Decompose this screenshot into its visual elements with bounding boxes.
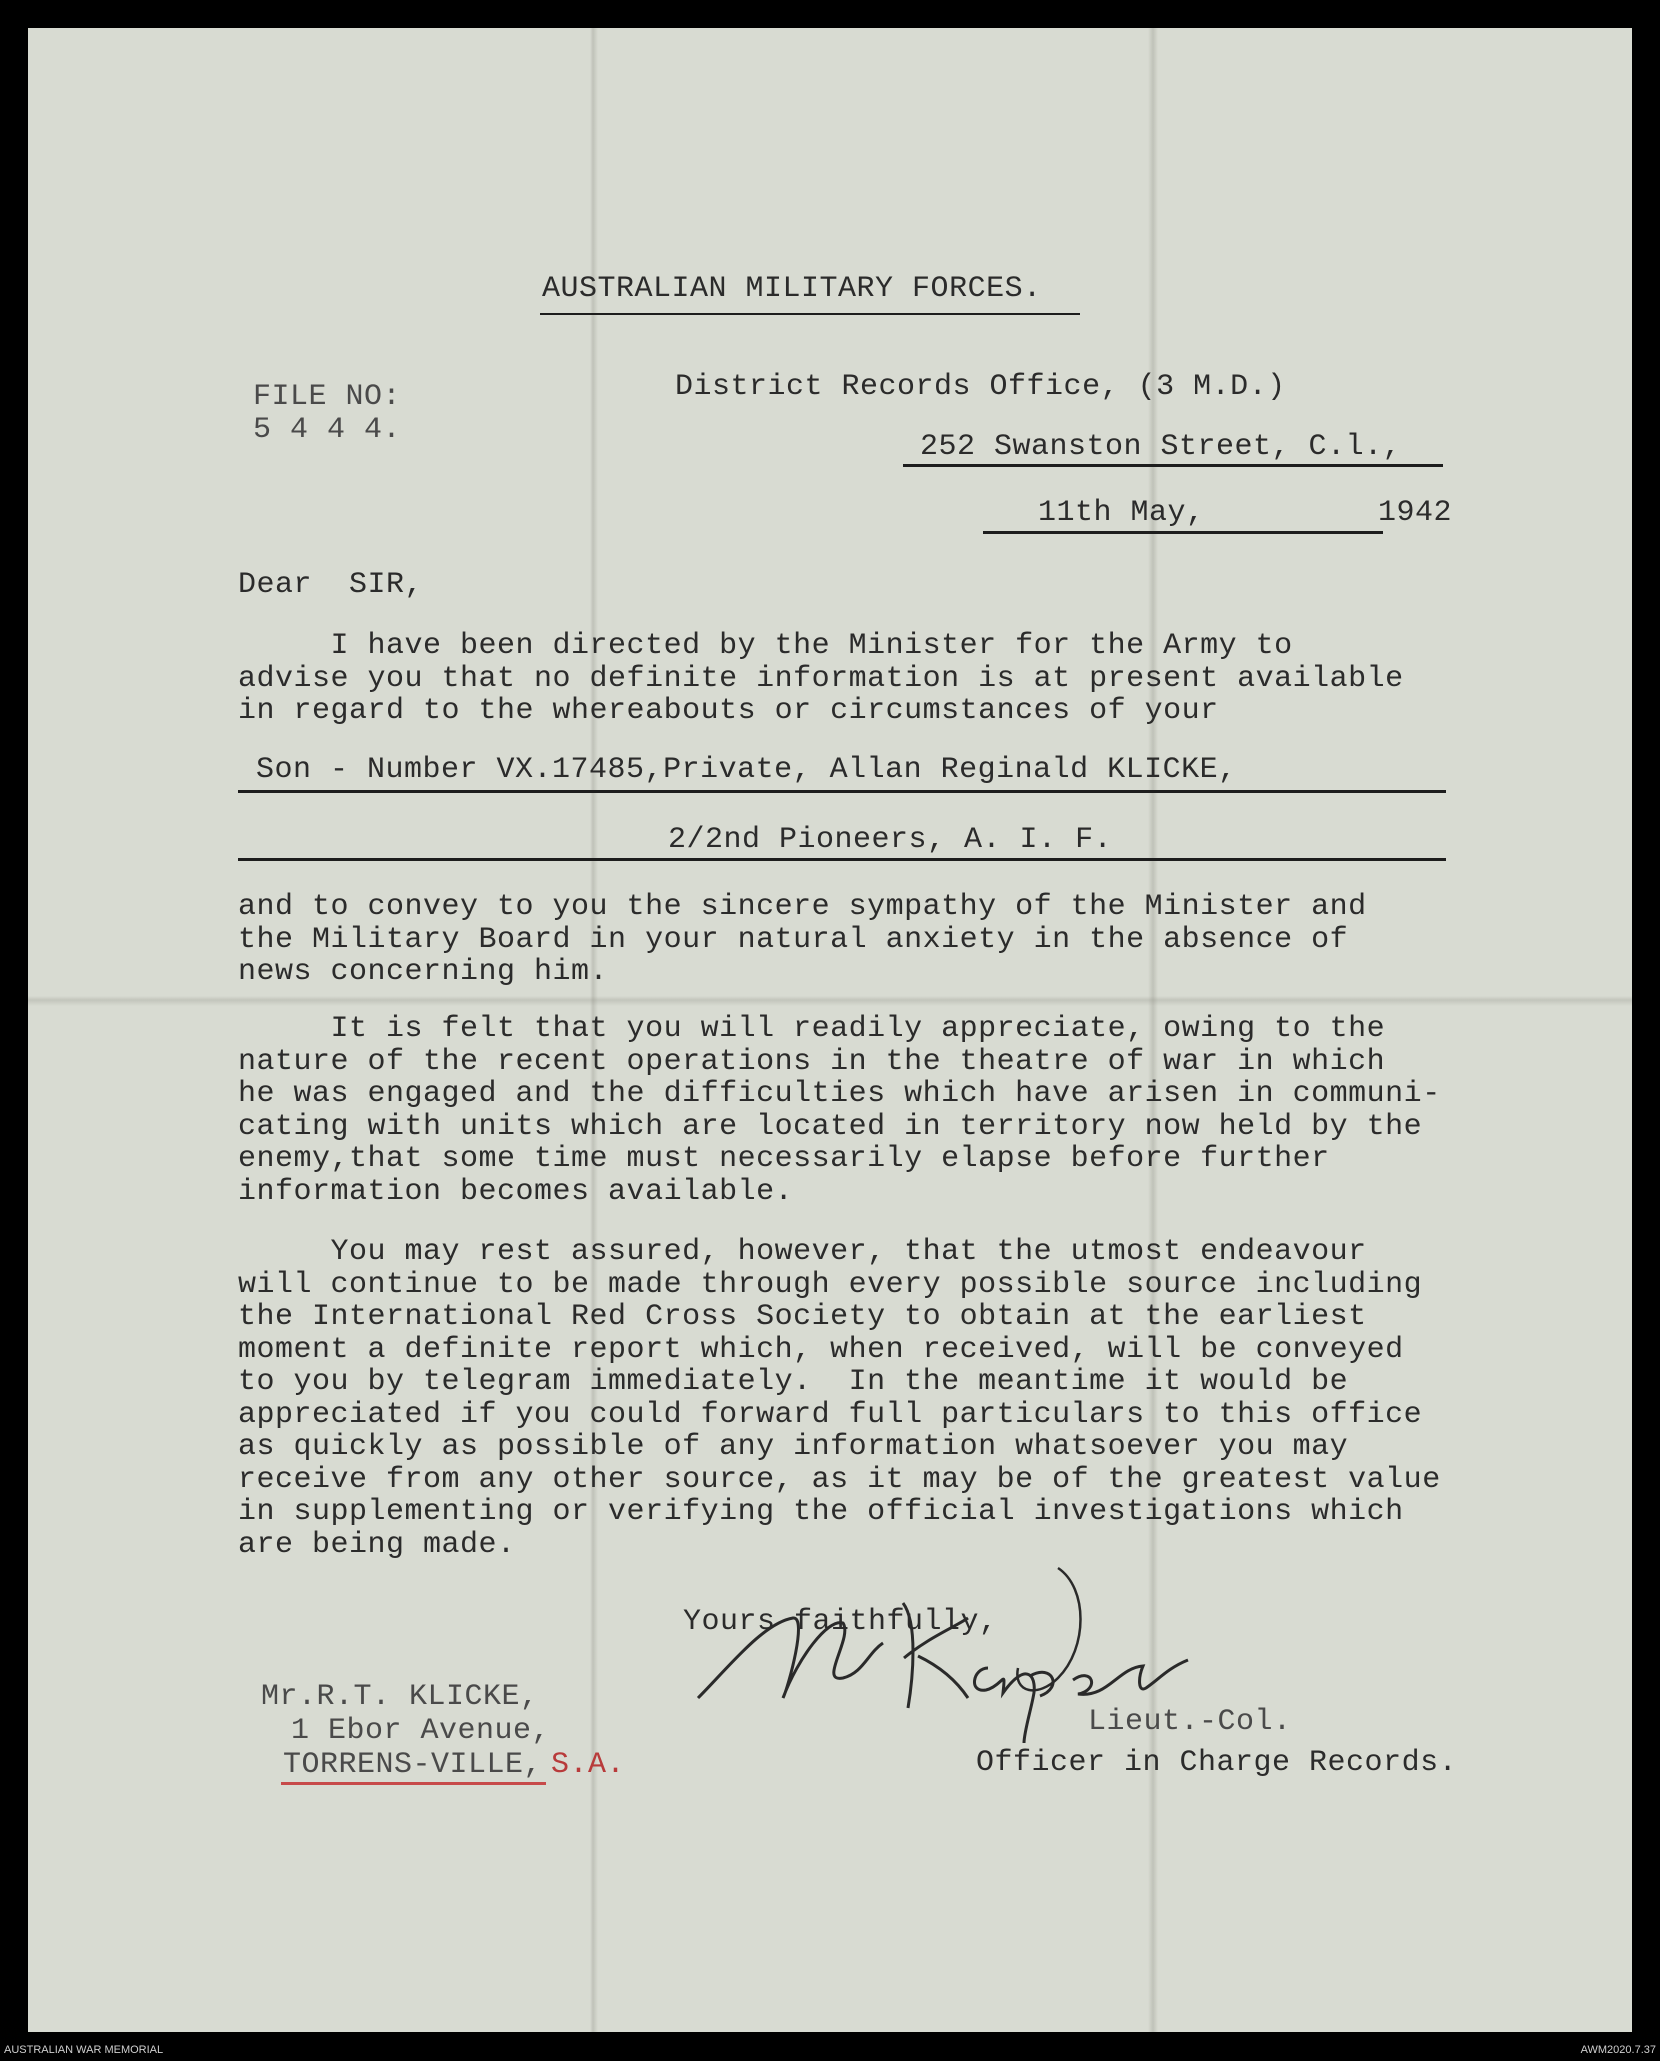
letter-heading: AUSTRALIAN MILITARY FORCES. [542, 272, 1042, 306]
file-number: 5 4 4 4. [253, 413, 402, 447]
letter-date: 11th May, [1038, 496, 1205, 530]
unit-underline [238, 858, 1446, 861]
file-label: FILE NO: [253, 380, 402, 414]
footer-left: AUSTRALIAN WAR MEMORIAL [4, 2044, 164, 2056]
soldier-underline [238, 790, 1446, 793]
footer-right: AWM2020.7.37 [1580, 2044, 1656, 2056]
salutation: Dear SIR, [238, 568, 424, 602]
recipient-underline [281, 1782, 546, 1785]
recipient-street: 1 Ebor Avenue, [291, 1714, 551, 1748]
heading-underline [540, 313, 1080, 315]
recipient-name: Mr.R.T. KLICKE, [261, 1680, 539, 1714]
soldier-line: Son - Number VX.17485,Private, Allan Reginald KLICKE, [256, 753, 1237, 787]
office-address: 252 Swanston Street, C.l., [920, 430, 1402, 464]
paragraph-4: You may rest assured, however, that the utmost endeavour will continue to be made through every possible source including the International Red Cross Society to obtain at the earliest moment a definite report which, when received, will be conveyed to you by telegram immediately. In the meantime it would be appreciated if you could forward full particulars to this office as quickly as possible of any information whatsoever you may receive from any other source, as it may be of the greatest value in supplementing or verifying the official investigations which are being made. [238, 1235, 1441, 1562]
office-name: District Records Office, (3 M.D.) [675, 370, 1286, 404]
signer-rank: Lieut.-Col. [1088, 1705, 1292, 1739]
address-underline [903, 464, 1443, 467]
paragraph-3: It is felt that you will readily appreciate, owing to the nature of the recent operations in the theatre of war in which he was engaged and the difficulties which have arisen in communi- cating with units which are located in territory now held by the enemy,that some time must necessarily elapse before further information becomes available. [238, 1012, 1441, 1209]
letter-year: 1942 [1378, 496, 1453, 530]
signer-title: Officer in Charge Records. [976, 1746, 1458, 1780]
unit-line: 2/2nd Pioneers, A. I. F. [668, 823, 1113, 857]
paragraph-2: and to convey to you the sincere sympathy of the Minister and the Military Board in your natural anxiety in the absence of news concerning him. [238, 890, 1367, 989]
closing: Yours faithfully, [683, 1605, 998, 1639]
paragraph-1: I have been directed by the Minister for the Army to advise you that no definite information is at present available in regard to the whereabouts or circumstances of your [238, 629, 1404, 728]
recipient-state: S.A. [551, 1748, 626, 1782]
date-underline [983, 531, 1383, 534]
recipient-suburb: TORRENS-VILLE, [283, 1748, 543, 1782]
letter-page [28, 28, 1632, 2032]
